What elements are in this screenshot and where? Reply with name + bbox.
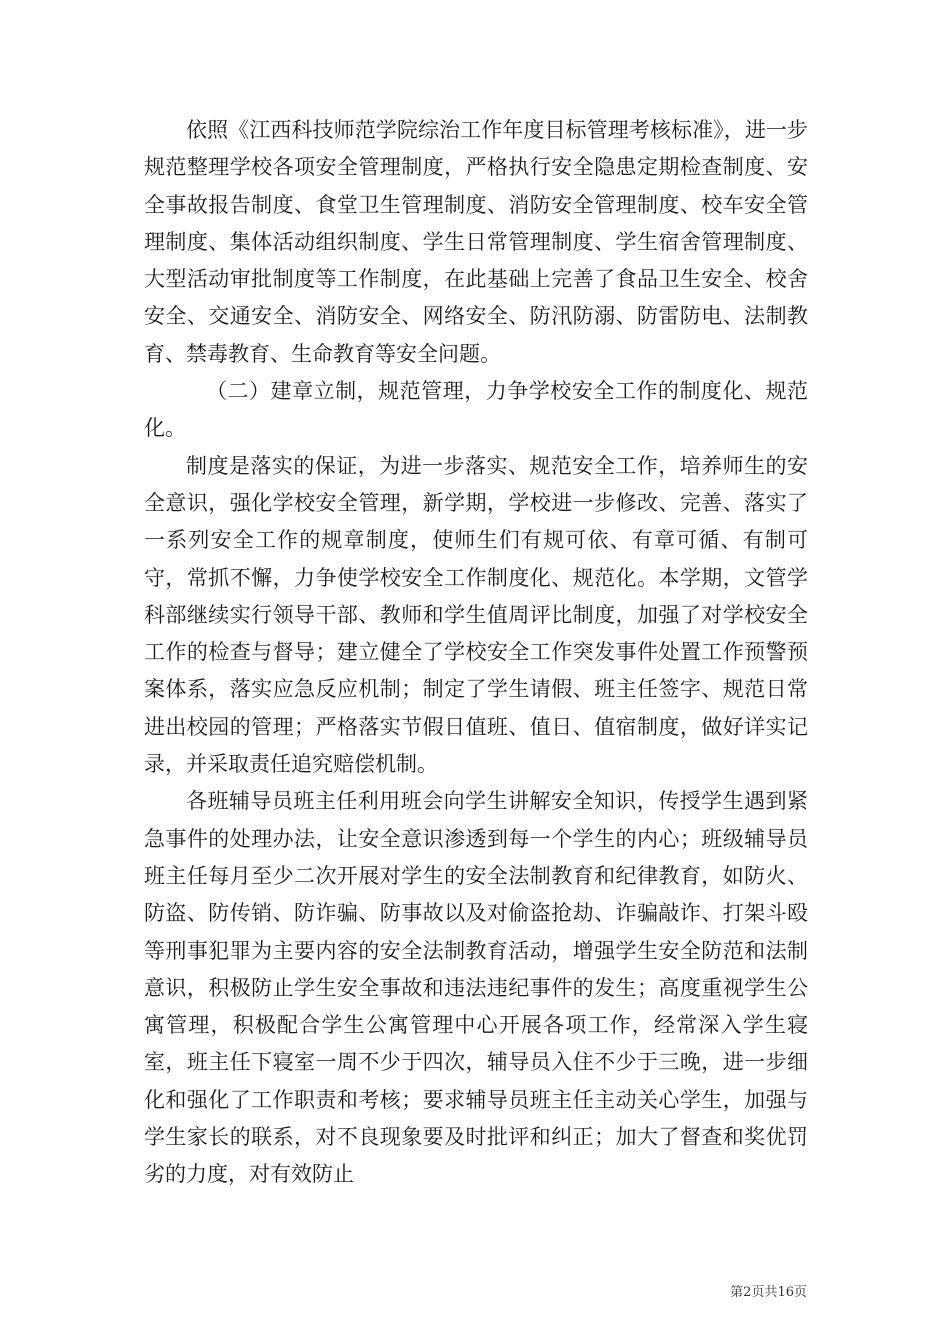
page-number-footer: 第2页共16页 bbox=[730, 1285, 807, 1300]
paragraph-counselors: 各班辅导员班主任利用班会向学生讲解安全知识，传授学生遇到紧急事件的处理办法，让安全意识渗透到每一个学生的内心；班级辅导员班主任每月至少二次开展对学生的安全法制教育和纪律教育，如防火、防盗、防传销、防诈骗、防事故以及对偷盗抢劫、诈骗敲诈、打架斗殴等刑事犯罪为主要内容的安全法制教育活动，增强学生安全防范和法制意识，积极防止学生安全事故和违法违纪事件的发生；高度重视学生公寓管理，积极配合学生公寓管理中心开展各项工作，经常深入学生寝室，班主任下寝室一周不少于四次，辅导员入住不少于三晚，进一步细化和强化了工作职责和考核；要求辅导员班主任主动关心学生，加强与学生家长的联系，对不良现象要及时批评和纠正；加大了督查和奖优罚劣的力度，对有效防止 bbox=[144, 789, 808, 1187]
document-body bbox=[144, 112, 808, 1194]
paragraph-system: 制度是落实的保证，为进一步落实、规范安全工作，培养师生的安全意识，强化学校安全管理，新学期，学校进一步修改、完善、落实了一系列安全工作的规章制度，使师生们有规可依、有章可循、有制可守，常抓不懈，力争使学校安全工作制度化、规范化。本学期，文管学科部继续实行领导干部、教师和学生值周评比制度，加强了对学校安全工作的检查与督导；建立健全了学校安全工作突发事件处置工作预警预案体系，落实应急反应机制；制定了学生请假、班主任签字、规范日常进出校园的管理；严格落实节假日值班、值日、值宿制度，做好详实记录，并采取责任追究赔偿机制。 bbox=[144, 453, 808, 777]
paragraph-regulations: 依照《江西科技师范学院综治工作年度目标管理考核标准》，进一步规范整理学校各项安全管理制度，严格执行安全隐患定期检查制度、安全事故报告制度、食堂卫生管理制度、消防安全管理制度、校车安全管理制度、集体活动组织制度、学生日常管理制度、学生宿舍管理制度、大型活动审批制度等工作制度，在此基础上完善了食品卫生安全、校舍安全、交通安全、消防安全、网络安全、防汛防溺、防雷防电、法制教育、禁毒教育、生命教育等安全问题。 bbox=[144, 118, 808, 366]
section-heading-2: （二）建章立制，规范管理，力争学校安全工作的制度化、规范化。 bbox=[144, 379, 808, 441]
